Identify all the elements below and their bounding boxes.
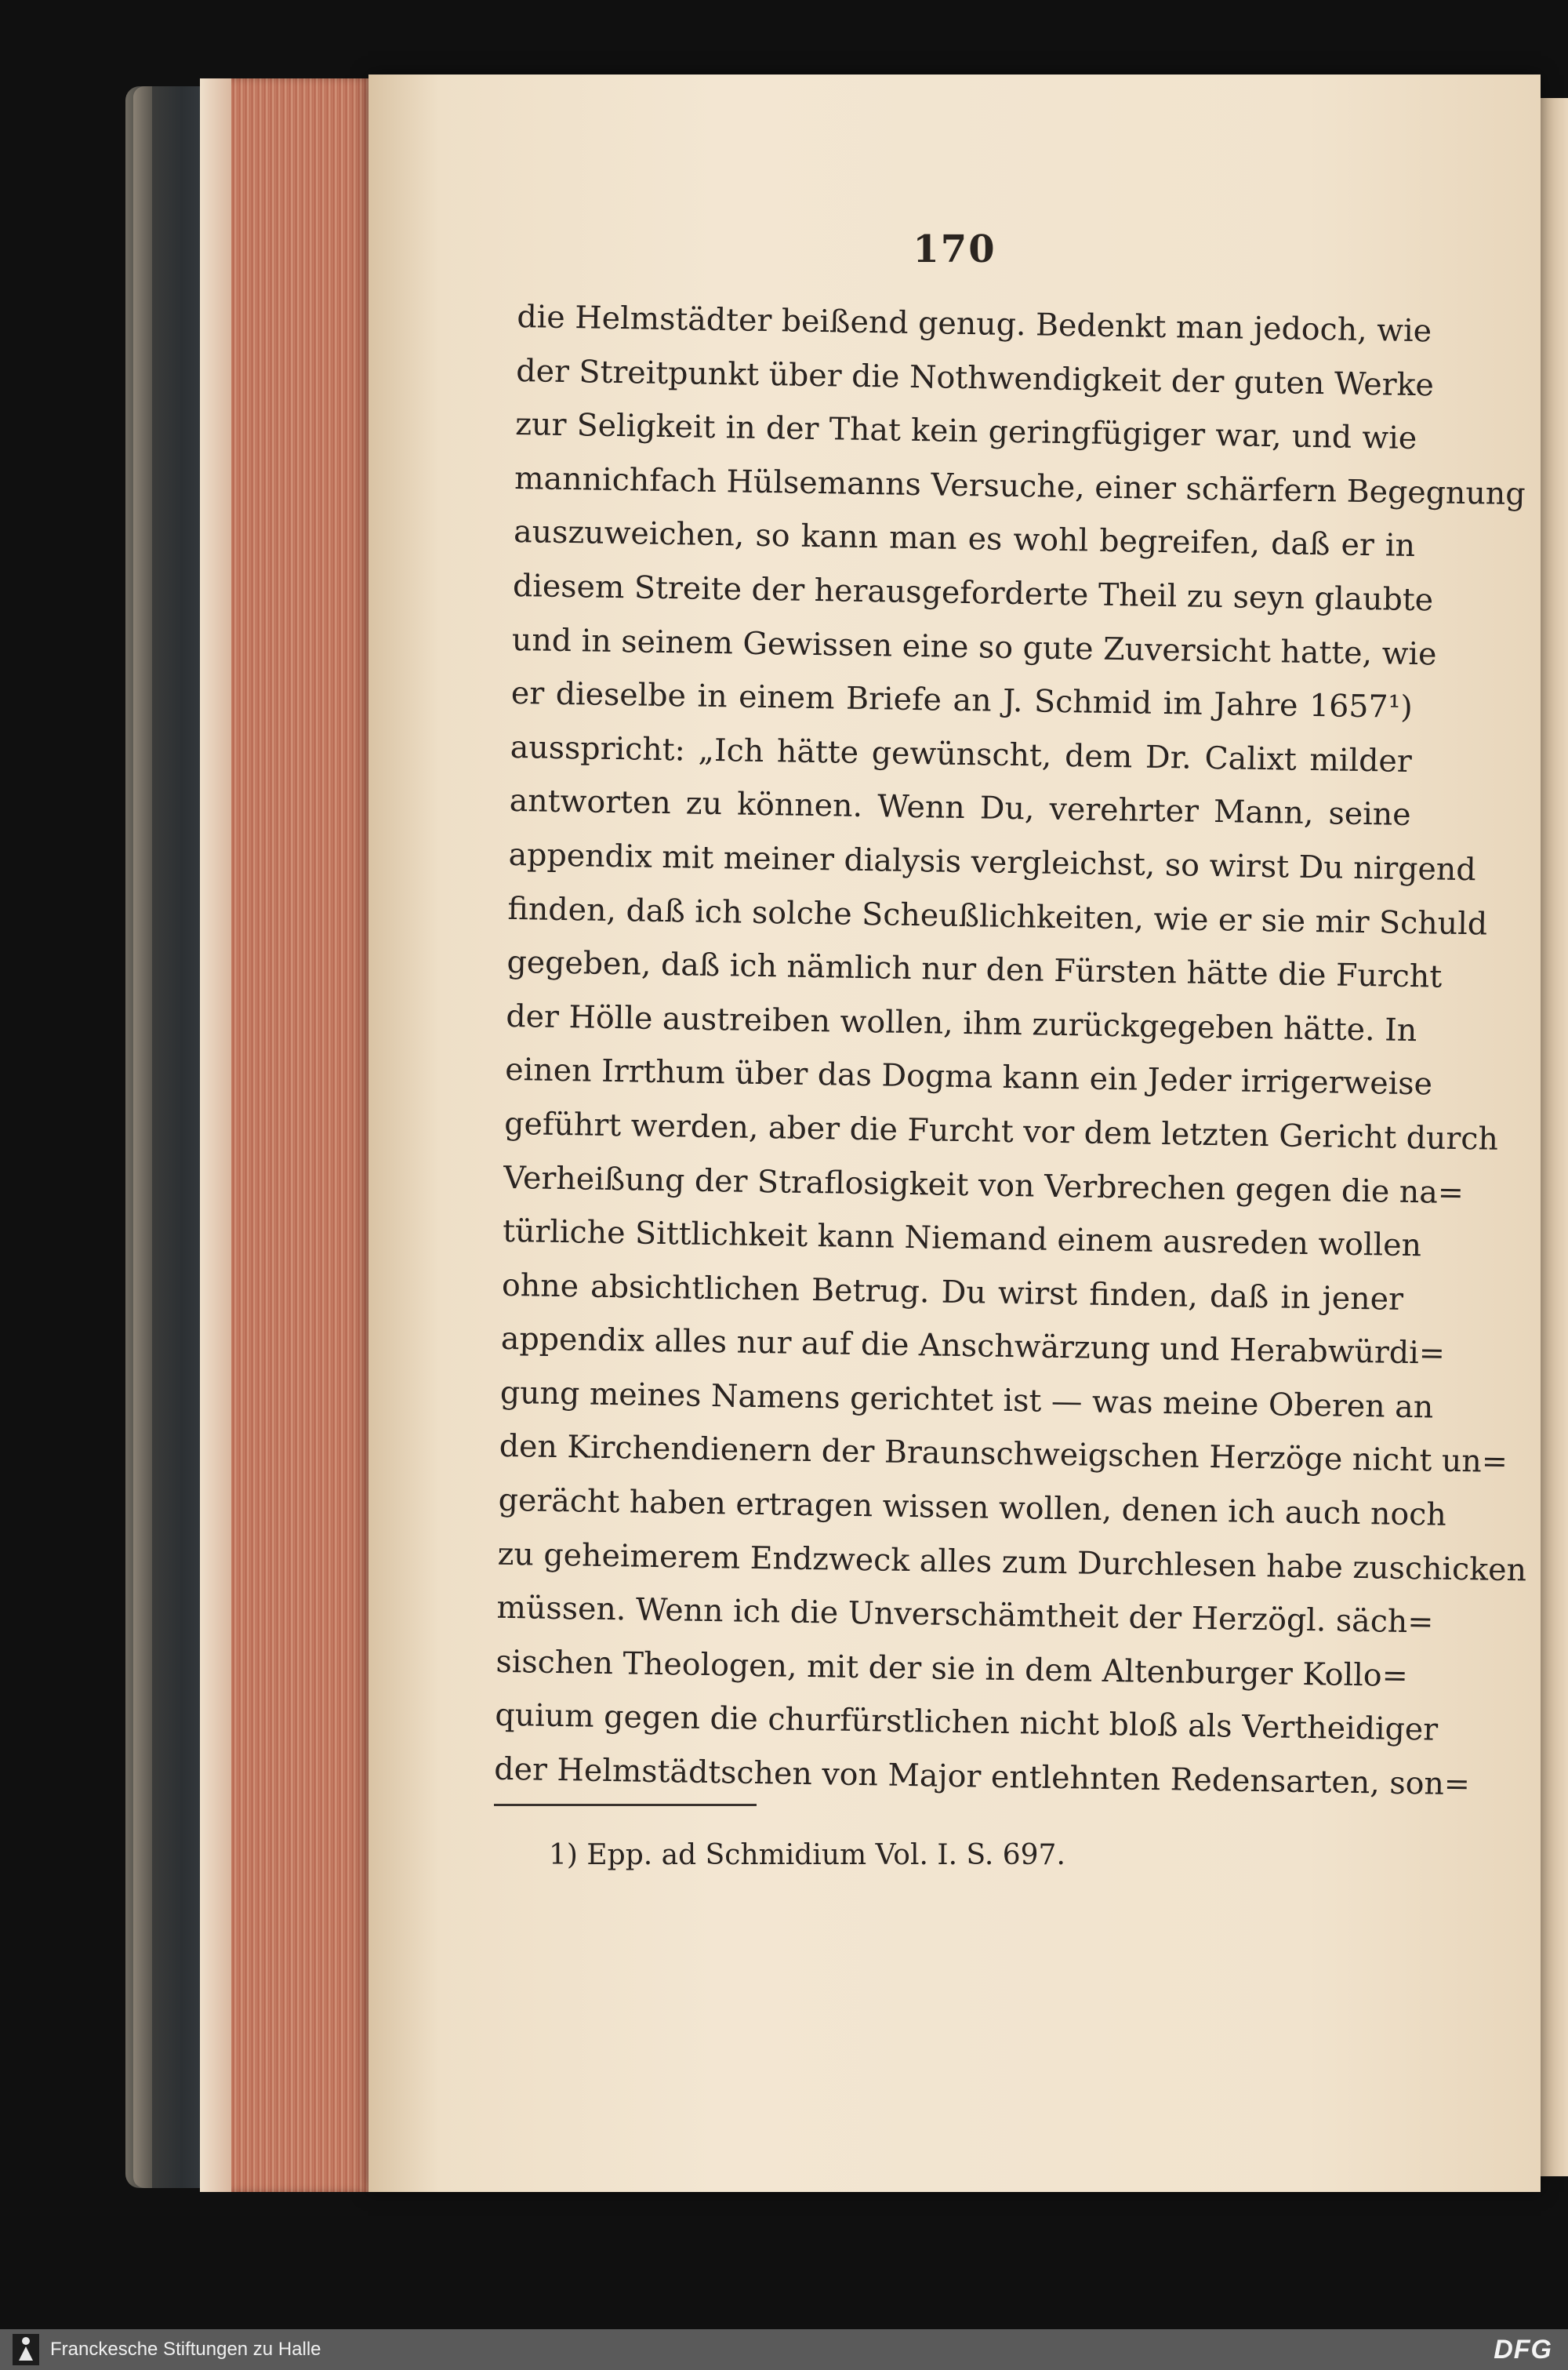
text-line: appendix alles nur auf die Anschwärzung und Herabwürdi=	[500, 1321, 1446, 1372]
text-line: Verheißung der Straflosigkeit von Verbrechen gegen die na=	[503, 1159, 1465, 1211]
text-line: der Helmstädtschen von Major entlehnten Redensarten, son=	[494, 1750, 1471, 1803]
text-line: zu geheimerem Endzweck alles zum Durchlesen habe zuschicken	[497, 1536, 1527, 1589]
text-line: gung meines Namens gerichtet ist — was meine Oberen an	[499, 1374, 1434, 1426]
dfg-logo: DFG	[1494, 2334, 1552, 2365]
text-line: appendix mit meiner dialysis vergleichst, so wirst Du nirgend	[508, 836, 1476, 889]
footer-bar	[0, 2329, 1568, 2370]
institution-logo-icon	[13, 2334, 39, 2365]
footer-institution	[0, 2334, 321, 2365]
text-line: er dieselbe in einem Briefe an J. Schmid im Jahre 1657¹)	[510, 675, 1414, 726]
text-line: den Kirchendienern der Braunschweigschen Herzöge nicht un=	[499, 1428, 1508, 1481]
text-line: mannichfach Hülsemanns Versuche, einer schärfern Begegnung	[514, 460, 1526, 513]
text-line: gegeben, daß ich nämlich nur den Fürsten hätte die Furcht	[506, 944, 1443, 995]
page-number: 170	[913, 227, 996, 271]
text-line: quium gegen die churfürstlichen nicht bloß als Vertheidiger	[495, 1697, 1439, 1749]
text-line: antworten zu können. Wenn Du, verehrter Mann, seine	[509, 783, 1411, 834]
footnote: 1) Epp. ad Schmidium Vol. I. S. 697.	[549, 1839, 1065, 1871]
institution-label: Franckesche Stiftungen zu Halle	[50, 2339, 321, 2360]
text-line: einen Irrthum über das Dogma kann ein Jeder irrigerweise	[505, 1052, 1433, 1103]
text-line: geführt werden, aber die Furcht vor dem letzten Gericht durch	[503, 1105, 1499, 1158]
text-line: müssen. Wenn ich die Unverschämtheit der Herzögl. säch=	[496, 1590, 1434, 1641]
text-line: türliche Sittlichkeit kann Niemand einem ausreden wollen	[502, 1212, 1422, 1264]
text-line: sischen Theologen, mit der sie in dem Altenburger Kollo=	[495, 1643, 1409, 1694]
text-line: der Streitpunkt über die Nothwendigkeit der guten Werke	[516, 352, 1435, 403]
text-line: finden, daß ich solche Scheußlichkeiten, wie er sie mir Schuld	[507, 890, 1488, 943]
text-line: zur Seligkeit in der That kein geringfügiger war, und wie	[514, 406, 1417, 457]
text-line: ausspricht: „Ich hätte gewünscht, dem Dr. Calixt milder	[510, 729, 1413, 780]
text-line: und in seinem Gewissen eine so gute Zuversicht hatte, wie	[511, 621, 1437, 673]
next-page-edge	[1538, 98, 1568, 2176]
text-line: auszuweichen, so kann man es wohl begreifen, daß er in	[513, 514, 1416, 565]
text-line: gerächt haben ertragen wissen wollen, denen ich auch noch	[498, 1481, 1447, 1533]
footnote-divider	[494, 1804, 757, 1806]
text-line: die Helmstädter beißend genug. Bedenkt man jedoch, wie	[517, 298, 1432, 350]
book-page	[368, 75, 1541, 2192]
body-text	[494, 290, 1527, 1810]
text-line: der Hölle austreiben wollen, ihm zurückgegeben hätte. In	[506, 998, 1417, 1049]
text-line: ohne absichtlichen Betrug. Du wirst finden, daß in jener	[501, 1267, 1404, 1318]
page-edges	[200, 78, 376, 2192]
text-line: diesem Streite der herausgeforderte Theil zu seyn glaubte	[512, 567, 1434, 619]
